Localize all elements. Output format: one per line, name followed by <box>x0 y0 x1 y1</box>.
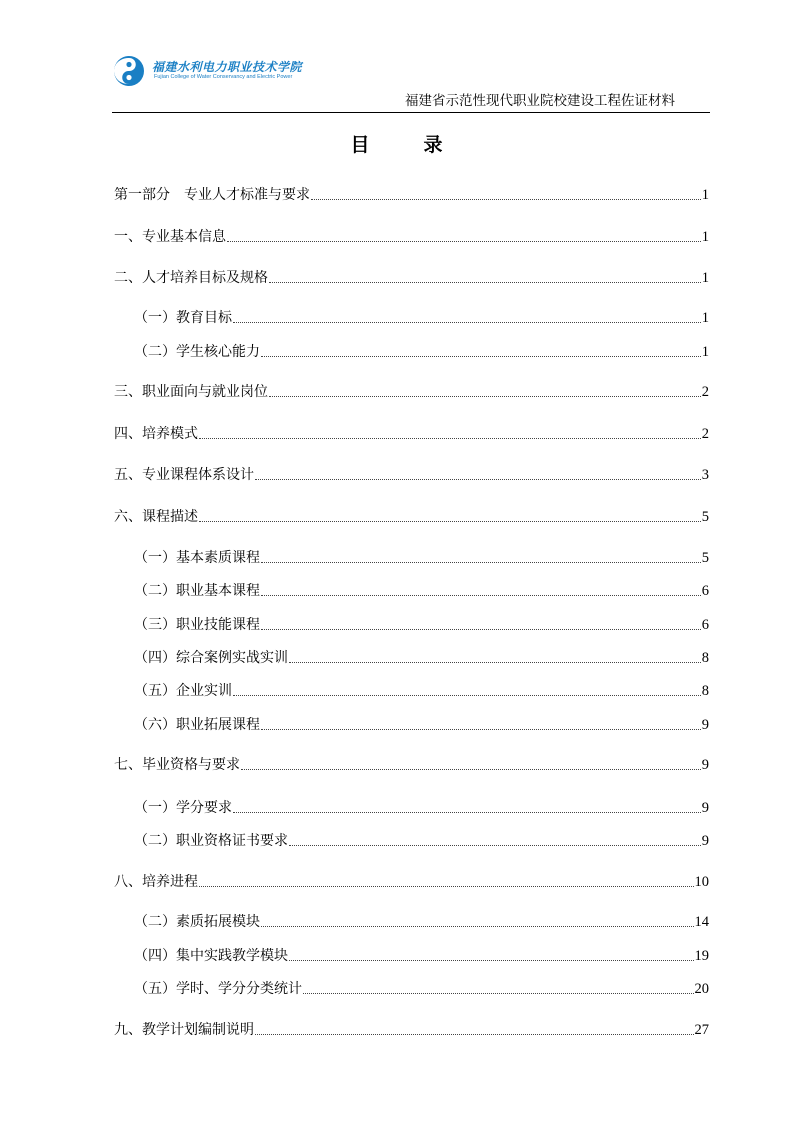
toc-dot-leader <box>199 885 694 887</box>
toc-entry-label: （二）学生核心能力 <box>134 344 260 360</box>
toc-entry-page-number: 1 <box>701 310 709 326</box>
toc-dot-leader <box>261 561 701 563</box>
toc-entry-label: （三）职业技能课程 <box>134 617 260 633</box>
running-header: 福建省示范性现代职业院校建设工程佐证材料 <box>405 93 675 109</box>
toc-dot-leader <box>261 355 701 357</box>
toc-entry-label: （一）学分要求 <box>134 800 232 816</box>
toc-dot-leader <box>289 844 701 846</box>
toc-entry-label: 四、培养模式 <box>114 426 198 442</box>
toc-entry[interactable] <box>114 421 709 443</box>
toc-entry[interactable] <box>114 182 709 204</box>
toc-dot-leader <box>255 1033 694 1035</box>
toc-entry-label: 一、专业基本信息 <box>114 229 226 245</box>
toc-entry[interactable] <box>134 305 709 327</box>
toc-entry-page-number: 5 <box>701 509 709 525</box>
toc-entry-label: 二、人才培养目标及规格 <box>114 270 268 286</box>
toc-dot-leader <box>199 520 701 522</box>
toc-dot-leader <box>199 437 701 439</box>
toc-entry-page-number: 3 <box>701 467 709 483</box>
toc-entry[interactable] <box>134 828 709 850</box>
toc-dot-leader <box>233 694 701 696</box>
toc-entry-label: （一）教育目标 <box>134 310 232 326</box>
toc-entry-label: 七、毕业资格与要求 <box>114 757 240 773</box>
toc-entry[interactable] <box>114 379 709 401</box>
toc-entry-label: （二）素质拓展模块 <box>134 914 260 930</box>
toc-entry[interactable] <box>134 795 709 817</box>
toc-dot-leader <box>255 478 701 480</box>
toc-entry[interactable] <box>134 712 709 734</box>
toc-dot-leader <box>311 198 701 200</box>
toc-entry-label: （二）职业基本课程 <box>134 583 260 599</box>
toc-entry-label: 三、职业面向与就业岗位 <box>114 384 268 400</box>
toc-entry-label: 八、培养进程 <box>114 874 198 890</box>
toc-entry-page-number: 2 <box>701 426 709 442</box>
toc-entry[interactable] <box>134 545 709 567</box>
toc-dot-leader <box>269 281 701 283</box>
toc-entry-page-number: 14 <box>694 914 709 930</box>
toc-entry-page-number: 27 <box>694 1022 709 1038</box>
toc-entry-page-number: 6 <box>701 583 709 599</box>
toc-entry-page-number: 2 <box>701 384 709 400</box>
toc-entry[interactable] <box>134 612 709 634</box>
toc-entry[interactable] <box>114 462 709 484</box>
toc-entry-page-number: 1 <box>701 270 709 286</box>
toc-entry-label: （五）学时、学分分类统计 <box>134 981 302 997</box>
logo-english-name: Fujian College of Water Conservancy and Electric Power <box>154 74 293 80</box>
title-char-2: 录 <box>423 134 443 156</box>
toc-entry-label: （四）集中实践教学模块 <box>134 948 288 964</box>
toc-entry-label: （六）职业拓展课程 <box>134 717 260 733</box>
toc-dot-leader <box>233 811 701 813</box>
toc-entry-page-number: 5 <box>701 550 709 566</box>
toc-entry[interactable] <box>114 1017 709 1039</box>
logo-chinese-name: 福建水利电力职业技术学院 <box>152 60 303 74</box>
toc-entry-page-number: 9 <box>701 717 709 733</box>
toc-dot-leader <box>241 768 701 770</box>
toc-entry[interactable] <box>134 678 709 700</box>
toc-entry-label: （四）综合案例实战实训 <box>134 650 288 666</box>
toc-dot-leader <box>261 628 701 630</box>
toc-entry-page-number: 19 <box>694 948 709 964</box>
toc-entry-page-number: 6 <box>701 617 709 633</box>
toc-entry-page-number: 1 <box>701 187 709 203</box>
toc-entry[interactable] <box>134 943 709 965</box>
toc-entry-page-number: 20 <box>694 981 709 997</box>
toc-entry[interactable] <box>134 645 709 667</box>
toc-entry[interactable] <box>134 976 709 998</box>
toc-entry[interactable] <box>134 578 709 600</box>
toc-entry-label: （二）职业资格证书要求 <box>134 833 288 849</box>
toc-entry[interactable] <box>114 224 709 246</box>
toc-dot-leader <box>261 925 694 927</box>
toc-dot-leader <box>289 661 701 663</box>
toc-dot-leader <box>269 395 701 397</box>
toc-entry[interactable] <box>114 869 709 891</box>
toc-entry-label: 六、课程描述 <box>114 509 198 525</box>
toc-entry-page-number: 10 <box>694 874 709 890</box>
toc-entry-label: （五）企业实训 <box>134 683 232 699</box>
toc-entry-page-number: 8 <box>701 650 709 666</box>
title-char-1: 目 <box>350 134 370 156</box>
toc-entry-page-number: 9 <box>701 800 709 816</box>
toc-entry-page-number: 1 <box>701 344 709 360</box>
toc-entry[interactable] <box>134 909 709 931</box>
toc-entry[interactable] <box>134 339 709 361</box>
toc-entry-page-number: 8 <box>701 683 709 699</box>
toc-dot-leader <box>233 321 701 323</box>
toc-entry-page-number: 9 <box>701 833 709 849</box>
toc-entry-label: 五、专业课程体系设计 <box>114 467 254 483</box>
toc-dot-leader <box>261 728 701 730</box>
toc-dot-leader <box>227 240 701 242</box>
toc-entry-label: 九、教学计划编制说明 <box>114 1022 254 1038</box>
toc-entry-label: （一）基本素质课程 <box>134 550 260 566</box>
toc-dot-leader <box>303 992 694 994</box>
toc-entry-label: 第一部分 专业人才标准与要求 <box>114 187 310 203</box>
toc-dot-leader <box>289 959 694 961</box>
toc-entry-page-number: 9 <box>701 757 709 773</box>
toc-dot-leader <box>261 594 701 596</box>
toc-entry[interactable] <box>114 265 709 287</box>
toc-entry-page-number: 1 <box>701 229 709 245</box>
toc-entry[interactable] <box>114 752 709 774</box>
toc-entry[interactable] <box>114 504 709 526</box>
